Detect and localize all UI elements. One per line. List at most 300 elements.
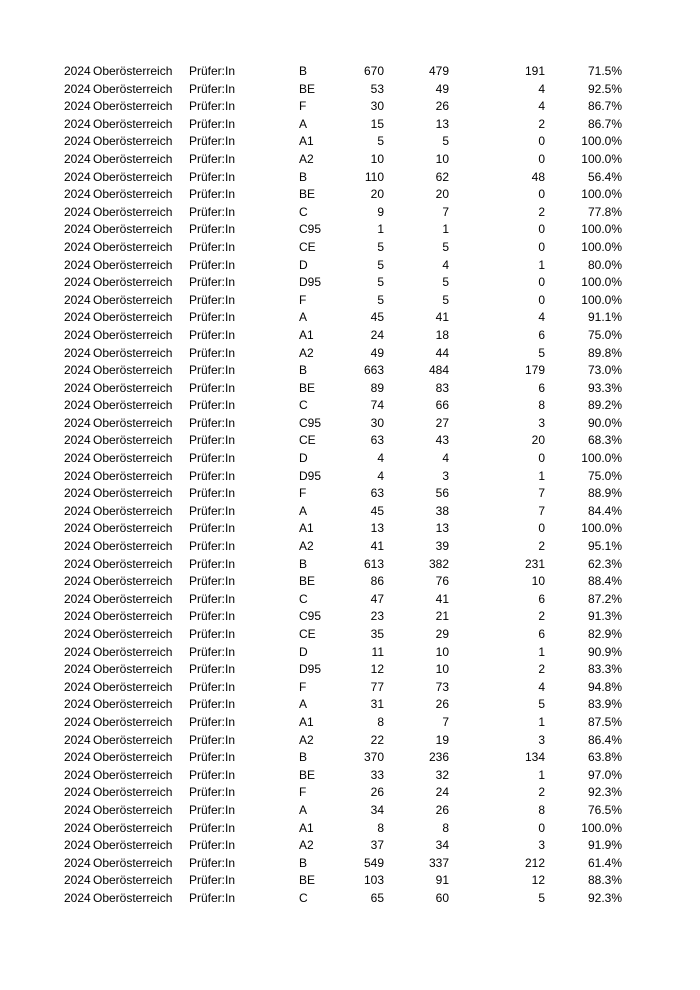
pass-rate-cell: 90.0% [587, 415, 622, 430]
failed-count-cell: 20 [531, 433, 545, 448]
region-cell: Oberösterreich [93, 398, 173, 413]
passed-count-cell: 5 [442, 275, 449, 290]
passed-count-cell: 10 [435, 662, 449, 677]
total-count-cell: 30 [370, 99, 384, 114]
pass-rate-cell: 100.0% [581, 820, 622, 835]
license-class-cell: BE [299, 767, 316, 782]
pass-rate-cell: 100.0% [581, 292, 622, 307]
license-class-cell: D [299, 257, 308, 272]
year-cell: 2024 [64, 609, 91, 624]
region-cell: Oberösterreich [93, 521, 173, 536]
role-cell: Prüfer:In [189, 714, 236, 729]
total-count-cell: 20 [370, 187, 384, 202]
table-row [0, 485, 700, 503]
passed-count-cell: 10 [435, 644, 449, 659]
pass-rate-cell: 56.4% [587, 169, 622, 184]
table-row [0, 309, 700, 327]
failed-count-cell: 4 [538, 99, 545, 114]
passed-count-cell: 24 [435, 785, 449, 800]
license-class-cell: F [299, 99, 307, 114]
license-class-cell: B [299, 169, 308, 184]
role-cell: Prüfer:In [189, 275, 236, 290]
passed-count-cell: 34 [435, 838, 449, 853]
region-cell: Oberösterreich [93, 732, 173, 747]
license-class-cell: BE [299, 81, 316, 96]
total-count-cell: 4 [377, 451, 384, 466]
total-count-cell: 670 [363, 64, 384, 78]
table-row [0, 468, 700, 486]
pass-rate-cell: 91.3% [587, 609, 622, 624]
year-cell: 2024 [64, 679, 91, 694]
license-class-cell: D [299, 644, 308, 659]
table-row [0, 432, 700, 450]
passed-count-cell: 236 [428, 750, 449, 765]
total-count-cell: 103 [363, 873, 384, 888]
role-cell: Prüfer:In [189, 732, 236, 747]
failed-count-cell: 231 [524, 556, 545, 571]
license-class-cell: C95 [299, 415, 322, 430]
year-cell: 2024 [64, 521, 91, 536]
role-cell: Prüfer:In [189, 627, 236, 641]
failed-count-cell: 6 [538, 591, 545, 606]
passed-count-cell: 18 [435, 327, 449, 342]
passed-count-cell: 29 [435, 627, 449, 641]
passed-count-cell: 4 [442, 257, 449, 272]
passed-count-cell: 62 [435, 169, 449, 184]
role-cell: Prüfer:In [189, 222, 236, 237]
license-class-cell: F [299, 679, 307, 694]
failed-count-cell: 4 [538, 310, 545, 325]
role-cell: Prüfer:In [189, 750, 236, 765]
table-row [0, 169, 700, 187]
license-class-cell: A1 [299, 820, 314, 835]
region-cell: Oberösterreich [93, 539, 173, 554]
total-count-cell: 13 [370, 521, 384, 536]
passed-count-cell: 91 [435, 873, 449, 888]
region-cell: Oberösterreich [93, 99, 173, 114]
license-class-cell: B [299, 64, 308, 78]
failed-count-cell: 134 [524, 750, 545, 765]
pass-rate-cell: 88.4% [587, 574, 622, 589]
region-cell: Oberösterreich [93, 627, 173, 641]
year-cell: 2024 [64, 327, 91, 342]
region-cell: Oberösterreich [93, 785, 173, 800]
role-cell: Prüfer:In [189, 503, 236, 518]
passed-count-cell: 83 [435, 380, 449, 395]
failed-count-cell: 1 [538, 767, 545, 782]
year-cell: 2024 [64, 187, 91, 202]
pass-rate-cell: 82.9% [587, 627, 622, 641]
pass-rate-cell: 86.7% [587, 99, 622, 114]
total-count-cell: 89 [370, 380, 384, 395]
pass-rate-cell: 100.0% [581, 239, 622, 254]
region-cell: Oberösterreich [93, 415, 173, 430]
region-cell: Oberösterreich [93, 591, 173, 606]
table-row [0, 538, 700, 556]
failed-count-cell: 6 [538, 380, 545, 395]
passed-count-cell: 73 [435, 679, 449, 694]
region-cell: Oberösterreich [93, 662, 173, 677]
failed-count-cell: 7 [538, 503, 545, 518]
pass-rate-cell: 83.9% [587, 697, 622, 712]
failed-count-cell: 179 [524, 363, 545, 378]
failed-count-cell: 5 [538, 345, 545, 360]
year-cell: 2024 [64, 486, 91, 501]
total-count-cell: 12 [370, 662, 384, 677]
passed-count-cell: 10 [435, 151, 449, 166]
license-class-cell: BE [299, 873, 316, 888]
total-count-cell: 33 [370, 767, 384, 782]
failed-count-cell: 12 [531, 873, 545, 888]
license-class-cell: A2 [299, 345, 314, 360]
region-cell: Oberösterreich [93, 81, 173, 96]
total-count-cell: 47 [370, 591, 384, 606]
passed-count-cell: 4 [442, 451, 449, 466]
region-cell: Oberösterreich [93, 345, 173, 360]
license-class-cell: D95 [299, 468, 322, 483]
year-cell: 2024 [64, 644, 91, 659]
total-count-cell: 11 [371, 644, 384, 659]
year-cell: 2024 [64, 750, 91, 765]
failed-count-cell: 0 [538, 134, 545, 149]
year-cell: 2024 [64, 627, 91, 641]
total-count-cell: 63 [370, 486, 384, 501]
pass-rate-cell: 100.0% [581, 521, 622, 536]
table-row [0, 573, 700, 591]
license-class-cell: A1 [299, 521, 314, 536]
passed-count-cell: 21 [435, 609, 449, 624]
failed-count-cell: 10 [531, 574, 545, 589]
role-cell: Prüfer:In [189, 204, 236, 219]
passed-count-cell: 5 [442, 292, 449, 307]
passed-count-cell: 38 [435, 503, 449, 518]
license-class-cell: A2 [299, 151, 314, 166]
total-count-cell: 1 [377, 222, 384, 237]
total-count-cell: 53 [370, 81, 384, 96]
year-cell: 2024 [64, 890, 91, 905]
role-cell: Prüfer:In [189, 802, 236, 817]
passed-count-cell: 337 [428, 855, 449, 870]
license-class-cell: D95 [299, 275, 322, 290]
pass-rate-cell: 88.9% [587, 486, 622, 501]
passed-count-cell: 8 [442, 820, 449, 835]
failed-count-cell: 7 [538, 486, 545, 501]
passed-count-cell: 27 [435, 415, 449, 430]
total-count-cell: 663 [363, 363, 384, 378]
total-count-cell: 31 [370, 697, 384, 712]
year-cell: 2024 [64, 433, 91, 448]
role-cell: Prüfer:In [189, 644, 236, 659]
table-row [0, 767, 700, 785]
passed-count-cell: 56 [435, 486, 449, 501]
year-cell: 2024 [64, 151, 91, 166]
pass-rate-cell: 100.0% [581, 151, 622, 166]
year-cell: 2024 [64, 239, 91, 254]
role-cell: Prüfer:In [189, 574, 236, 589]
total-count-cell: 24 [370, 327, 384, 342]
table-row [0, 81, 700, 99]
table-row [0, 292, 700, 310]
region-cell: Oberösterreich [93, 468, 173, 483]
table-row [0, 239, 700, 257]
total-count-cell: 8 [377, 820, 384, 835]
table-row [0, 855, 700, 873]
table-row [0, 872, 700, 890]
role-cell: Prüfer:In [189, 855, 236, 870]
year-cell: 2024 [64, 662, 91, 677]
region-cell: Oberösterreich [93, 750, 173, 765]
failed-count-cell: 1 [538, 468, 545, 483]
table-row [0, 204, 700, 222]
passed-count-cell: 5 [442, 239, 449, 254]
year-cell: 2024 [64, 81, 91, 96]
license-class-cell: B [299, 750, 308, 765]
year-cell: 2024 [64, 64, 91, 78]
region-cell: Oberösterreich [93, 380, 173, 395]
license-class-cell: A [299, 116, 308, 131]
table-row [0, 186, 700, 204]
region-cell: Oberösterreich [93, 222, 173, 237]
license-class-cell: C [299, 591, 308, 606]
pass-rate-cell: 92.5% [587, 81, 622, 96]
year-cell: 2024 [64, 468, 91, 483]
role-cell: Prüfer:In [189, 609, 236, 624]
failed-count-cell: 8 [538, 802, 545, 817]
license-class-cell: B [299, 556, 308, 571]
total-count-cell: 4 [377, 468, 384, 483]
role-cell: Prüfer:In [189, 521, 236, 536]
year-cell: 2024 [64, 310, 91, 325]
role-cell: Prüfer:In [189, 64, 236, 78]
pass-rate-cell: 92.3% [587, 890, 622, 905]
license-class-cell: F [299, 785, 307, 800]
pass-rate-cell: 93.3% [587, 380, 622, 395]
license-class-cell: C95 [299, 222, 322, 237]
role-cell: Prüfer:In [189, 679, 236, 694]
license-class-cell: CE [299, 627, 316, 641]
year-cell: 2024 [64, 873, 91, 888]
table-row [0, 274, 700, 292]
region-cell: Oberösterreich [93, 838, 173, 853]
total-count-cell: 9 [377, 204, 384, 219]
failed-count-cell: 2 [538, 539, 545, 554]
failed-count-cell: 2 [538, 116, 545, 131]
region-cell: Oberösterreich [93, 697, 173, 712]
total-count-cell: 77 [370, 679, 384, 694]
region-cell: Oberösterreich [93, 64, 173, 78]
passed-count-cell: 479 [428, 64, 449, 78]
year-cell: 2024 [64, 169, 91, 184]
total-count-cell: 63 [370, 433, 384, 448]
role-cell: Prüfer:In [189, 820, 236, 835]
role-cell: Prüfer:In [189, 433, 236, 448]
role-cell: Prüfer:In [189, 662, 236, 677]
year-cell: 2024 [64, 855, 91, 870]
region-cell: Oberösterreich [93, 890, 173, 905]
license-class-cell: A1 [299, 714, 314, 729]
license-class-cell: CE [299, 433, 316, 448]
total-count-cell: 10 [370, 151, 384, 166]
passed-count-cell: 76 [435, 574, 449, 589]
total-count-cell: 22 [370, 732, 384, 747]
pass-rate-cell: 73.0% [587, 363, 622, 378]
failed-count-cell: 48 [531, 169, 545, 184]
failed-count-cell: 5 [538, 697, 545, 712]
role-cell: Prüfer:In [189, 151, 236, 166]
passed-count-cell: 3 [442, 468, 449, 483]
role-cell: Prüfer:In [189, 116, 236, 131]
passed-count-cell: 382 [428, 556, 449, 571]
role-cell: Prüfer:In [189, 239, 236, 254]
role-cell: Prüfer:In [189, 890, 236, 905]
total-count-cell: 49 [370, 345, 384, 360]
failed-count-cell: 0 [538, 820, 545, 835]
pass-rate-cell: 91.9% [587, 838, 622, 853]
passed-count-cell: 5 [442, 134, 449, 149]
role-cell: Prüfer:In [189, 468, 236, 483]
year-cell: 2024 [64, 820, 91, 835]
total-count-cell: 26 [370, 785, 384, 800]
failed-count-cell: 2 [538, 785, 545, 800]
failed-count-cell: 0 [538, 451, 545, 466]
passed-count-cell: 26 [435, 697, 449, 712]
passed-count-cell: 13 [435, 521, 449, 536]
pass-rate-cell: 100.0% [581, 451, 622, 466]
failed-count-cell: 0 [538, 292, 545, 307]
failed-count-cell: 4 [538, 679, 545, 694]
table-row [0, 133, 700, 151]
passed-count-cell: 41 [435, 591, 449, 606]
total-count-cell: 613 [363, 556, 384, 571]
region-cell: Oberösterreich [93, 609, 173, 624]
passed-count-cell: 44 [435, 345, 449, 360]
total-count-cell: 5 [377, 239, 384, 254]
failed-count-cell: 0 [538, 239, 545, 254]
region-cell: Oberösterreich [93, 574, 173, 589]
license-class-cell: D95 [299, 662, 322, 677]
pass-rate-cell: 86.7% [587, 116, 622, 131]
license-class-cell: A1 [299, 327, 314, 342]
region-cell: Oberösterreich [93, 451, 173, 466]
region-cell: Oberösterreich [93, 151, 173, 166]
region-cell: Oberösterreich [93, 239, 173, 254]
pass-rate-cell: 80.0% [587, 257, 622, 272]
license-class-cell: BE [299, 187, 316, 202]
table-row [0, 820, 700, 838]
pass-rate-cell: 62.3% [587, 556, 622, 571]
total-count-cell: 5 [377, 275, 384, 290]
year-cell: 2024 [64, 415, 91, 430]
role-cell: Prüfer:In [189, 398, 236, 413]
table-row [0, 591, 700, 609]
total-count-cell: 8 [377, 714, 384, 729]
role-cell: Prüfer:In [189, 99, 236, 114]
failed-count-cell: 0 [538, 187, 545, 202]
role-cell: Prüfer:In [189, 873, 236, 888]
year-cell: 2024 [64, 363, 91, 378]
passed-count-cell: 7 [442, 204, 449, 219]
passed-count-cell: 13 [435, 116, 449, 131]
failed-count-cell: 1 [538, 257, 545, 272]
table-row [0, 98, 700, 116]
role-cell: Prüfer:In [189, 591, 236, 606]
region-cell: Oberösterreich [93, 873, 173, 888]
role-cell: Prüfer:In [189, 767, 236, 782]
failed-count-cell: 3 [538, 838, 545, 853]
license-class-cell: A2 [299, 838, 314, 853]
pass-rate-cell: 75.0% [587, 327, 622, 342]
year-cell: 2024 [64, 451, 91, 466]
total-count-cell: 37 [370, 838, 384, 853]
table-row [0, 714, 700, 732]
license-class-cell: F [299, 292, 307, 307]
year-cell: 2024 [64, 116, 91, 131]
role-cell: Prüfer:In [189, 292, 236, 307]
region-cell: Oberösterreich [93, 503, 173, 518]
total-count-cell: 41 [370, 539, 384, 554]
table-row [0, 257, 700, 275]
region-cell: Oberösterreich [93, 556, 173, 571]
total-count-cell: 45 [370, 310, 384, 325]
license-class-cell: A [299, 802, 308, 817]
role-cell: Prüfer:In [189, 697, 236, 712]
year-cell: 2024 [64, 99, 91, 114]
spreadsheet-table [0, 63, 700, 908]
role-cell: Prüfer:In [189, 838, 236, 853]
year-cell: 2024 [64, 785, 91, 800]
year-cell: 2024 [64, 539, 91, 554]
table-row [0, 802, 700, 820]
table-row [0, 661, 700, 679]
year-cell: 2024 [64, 714, 91, 729]
region-cell: Oberösterreich [93, 187, 173, 202]
pass-rate-cell: 95.1% [587, 539, 622, 554]
table-row [0, 608, 700, 626]
total-count-cell: 549 [363, 855, 384, 870]
role-cell: Prüfer:In [189, 187, 236, 202]
table-row [0, 63, 700, 81]
pass-rate-cell: 63.8% [587, 750, 622, 765]
failed-count-cell: 0 [538, 275, 545, 290]
year-cell: 2024 [64, 292, 91, 307]
failed-count-cell: 1 [538, 714, 545, 729]
passed-count-cell: 39 [435, 539, 449, 554]
failed-count-cell: 6 [538, 627, 545, 641]
failed-count-cell: 2 [538, 204, 545, 219]
license-class-cell: A2 [299, 539, 314, 554]
table-row [0, 397, 700, 415]
failed-count-cell: 6 [538, 327, 545, 342]
failed-count-cell: 212 [524, 855, 545, 870]
region-cell: Oberösterreich [93, 767, 173, 782]
role-cell: Prüfer:In [189, 451, 236, 466]
table-row [0, 749, 700, 767]
license-class-cell: BE [299, 380, 316, 395]
region-cell: Oberösterreich [93, 275, 173, 290]
region-cell: Oberösterreich [93, 714, 173, 729]
region-cell: Oberösterreich [93, 204, 173, 219]
total-count-cell: 370 [363, 750, 384, 765]
pass-rate-cell: 84.4% [587, 503, 622, 518]
pass-rate-cell: 100.0% [581, 187, 622, 202]
license-class-cell: BE [299, 574, 316, 589]
total-count-cell: 5 [377, 134, 384, 149]
table-row [0, 450, 700, 468]
role-cell: Prüfer:In [189, 380, 236, 395]
table-row [0, 221, 700, 239]
pass-rate-cell: 91.1% [587, 310, 622, 325]
pass-rate-cell: 83.3% [587, 662, 622, 677]
